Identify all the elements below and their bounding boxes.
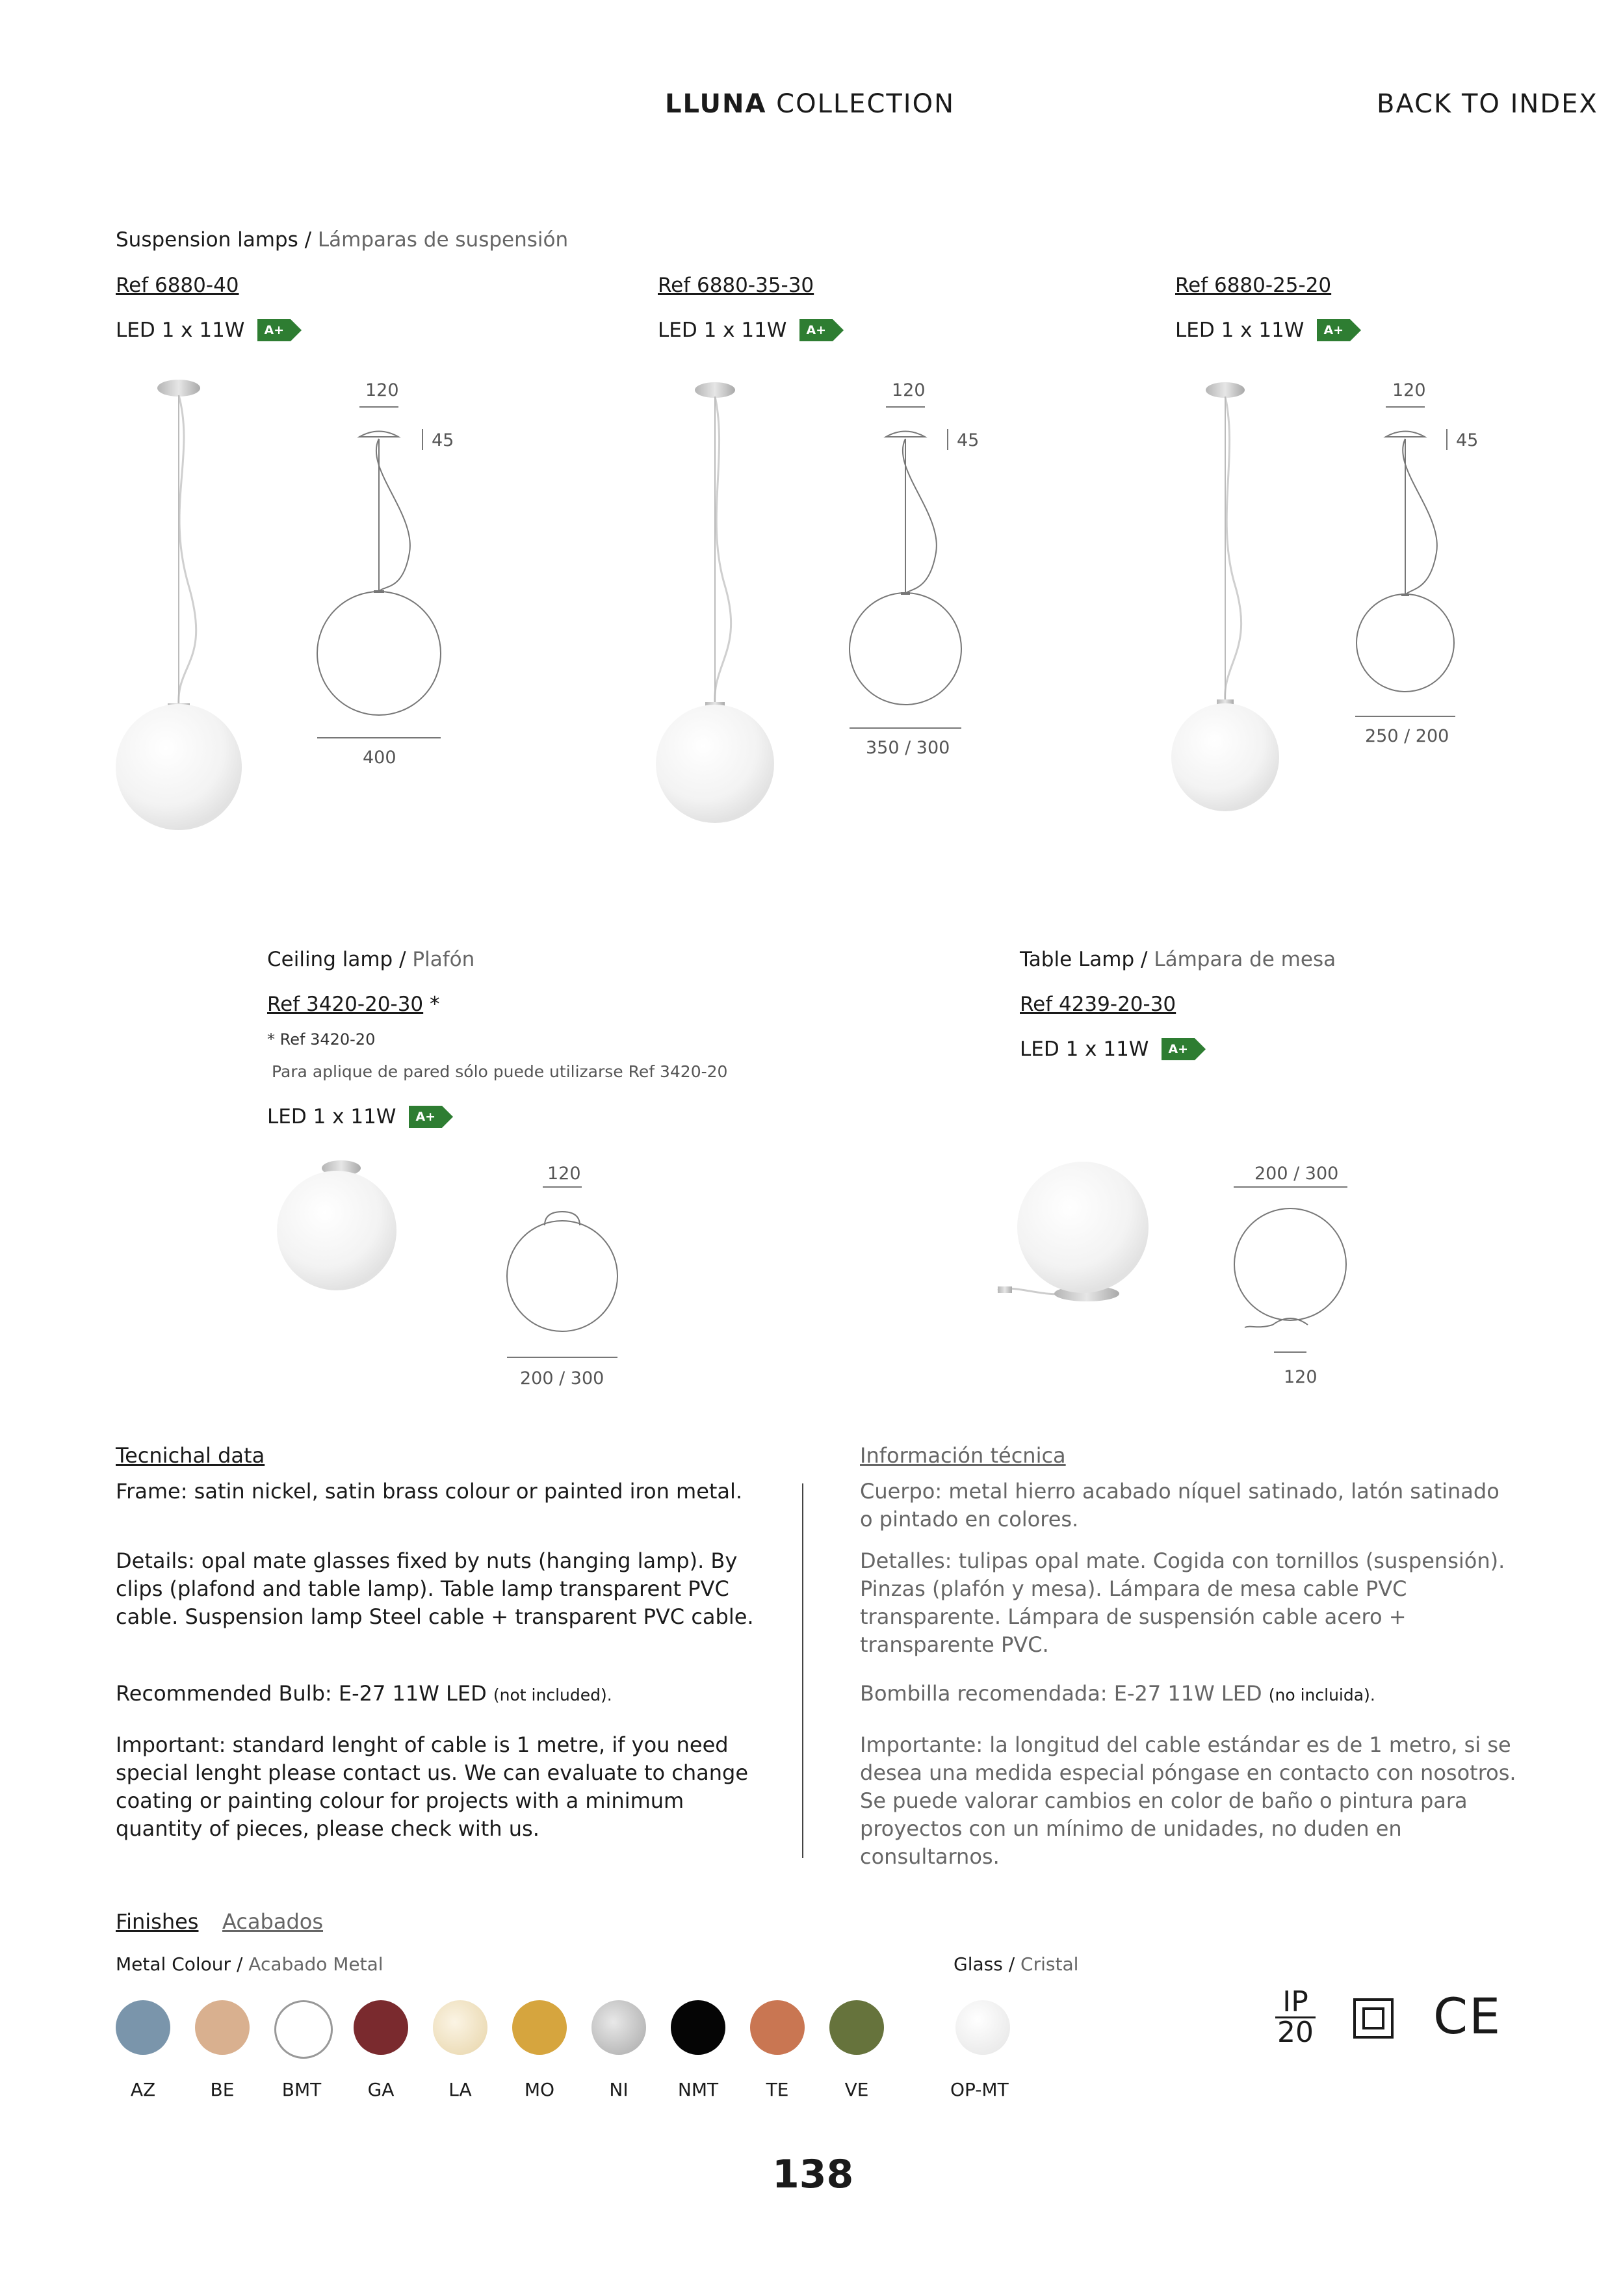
energy-badge: A+ bbox=[799, 319, 833, 341]
dim-width: 250 / 200 bbox=[1365, 726, 1449, 746]
lamp-drawing-ceiling bbox=[507, 1187, 617, 1357]
led-spec: LED 1 x 11W A+ bbox=[267, 1105, 442, 1128]
energy-badge: A+ bbox=[1162, 1038, 1195, 1060]
swatch-label: VE bbox=[844, 2079, 869, 2100]
lamp-drawing-6880-25-20 bbox=[1355, 407, 1455, 716]
energy-badge: A+ bbox=[409, 1106, 442, 1128]
class-ii-icon bbox=[1353, 1998, 1394, 2039]
dim-width: 350 / 300 bbox=[866, 738, 950, 758]
swatch-label: NI bbox=[609, 2079, 629, 2100]
energy-badge: A+ bbox=[257, 319, 291, 341]
lamp-photo-6880-25-20 bbox=[1171, 382, 1279, 811]
swatch-label: LA bbox=[448, 2079, 472, 2100]
product-ref-link[interactable]: Ref 4239-20-30 bbox=[1020, 993, 1176, 1016]
led-spec: LED 1 x 11W A+ bbox=[116, 319, 291, 342]
dim-top: 120 bbox=[1392, 380, 1426, 400]
back-to-index-link[interactable]: BACK TO INDEX bbox=[1377, 89, 1598, 119]
tech-heading-es: Información técnica bbox=[860, 1443, 1066, 1468]
swatch-az[interactable] bbox=[116, 2000, 170, 2055]
energy-badge: A+ bbox=[1317, 319, 1350, 341]
metal-colour-title: Metal Colour / Acabado Metal bbox=[116, 1953, 383, 1975]
swatch-label: GA bbox=[367, 2079, 395, 2100]
lamp-photo-6880-35-30 bbox=[656, 382, 774, 823]
tech-important-es: Importante: la longitud del cable estándar es de 1 metro, si se desea una medida especial póngase en contacto con nosotros. Se puede valorar cambios en color de baño o pintura para proyectos con un mínimo de unidades, no duden en consultarnos. bbox=[860, 1732, 1516, 1869]
swatch-label: TE bbox=[766, 2079, 789, 2100]
tech-details-es: Detalles: tulipas opal mate. Cogida con tornillos (suspensión). Pinzas (plafón y mesa). Lámpara de mesa cable PVC transparente. Lámpara de suspensión cable acero + transparente PVC. bbox=[860, 1548, 1505, 1657]
swatch-label: MO bbox=[524, 2079, 555, 2100]
swatch-ga[interactable] bbox=[354, 2000, 408, 2055]
finishes-heading-es: Acabados bbox=[222, 1909, 324, 1934]
page-number: 138 bbox=[772, 2152, 854, 2197]
product-ref-link[interactable]: Ref 6880-35-30 bbox=[658, 274, 814, 297]
swatch-ve[interactable] bbox=[829, 2000, 884, 2055]
lamp-drawing-table bbox=[1234, 1187, 1347, 1352]
lamp-photo-6880-40 bbox=[116, 380, 242, 830]
led-spec: LED 1 x 11W A+ bbox=[1175, 319, 1350, 342]
finishes-heading-en: Finishes bbox=[116, 1909, 199, 1934]
ceiling-section-title: Ceiling lamp / Plafón bbox=[267, 948, 475, 971]
swatch-nmt[interactable] bbox=[671, 2000, 725, 2055]
swatch-label: BMT bbox=[281, 2079, 322, 2100]
tech-bulb-en: Recommended Bulb: E-27 11W LED (not included). bbox=[116, 1681, 612, 1706]
swatch-label: AZ bbox=[130, 2079, 156, 2100]
dim-base: 120 bbox=[1284, 1367, 1318, 1387]
table-section-title: Table Lamp / Lámpara de mesa bbox=[1020, 948, 1336, 971]
product-ref-link[interactable]: Ref 3420-20-30 bbox=[267, 993, 424, 1016]
dim-top: 200 / 300 bbox=[1254, 1164, 1339, 1184]
tech-details-en: Details: opal mate glasses fixed by nuts (hanging lamp). By clips (plafond and table lamp). Table lamp transparent PVC cable. Suspension lamp Steel cable + transparent PVC cable. bbox=[116, 1548, 754, 1629]
dim-height: 45 bbox=[957, 430, 980, 450]
ceiling-note-text: Para aplique de pared sólo puede utilizarse Ref 3420-20 bbox=[272, 1062, 728, 1081]
swatch-bmt[interactable] bbox=[274, 2000, 333, 2059]
led-spec: LED 1 x 11W A+ bbox=[658, 319, 833, 342]
swatch-label: BE bbox=[210, 2079, 235, 2100]
glass-title: Glass / Cristal bbox=[954, 1953, 1079, 1975]
product-ref-link[interactable]: Ref 6880-40 bbox=[116, 274, 239, 297]
ceiling-note-ref: * Ref 3420-20 bbox=[267, 1030, 376, 1049]
lamp-drawing-6880-40 bbox=[317, 407, 441, 738]
dim-top: 120 bbox=[547, 1164, 581, 1184]
dim-height: 45 bbox=[432, 430, 454, 450]
lamp-photo-table bbox=[998, 1162, 1149, 1301]
ip20-icon: IP 20 bbox=[1275, 1988, 1316, 2047]
suspension-section-title: Suspension lamps / Lámparas de suspensión bbox=[116, 228, 569, 252]
led-spec: LED 1 x 11W A+ bbox=[1020, 1037, 1195, 1061]
lamp-photo-ceiling bbox=[277, 1160, 396, 1290]
product-ref-link[interactable]: Ref 6880-25-20 bbox=[1175, 274, 1332, 297]
swatch-op-mt[interactable] bbox=[955, 2000, 1010, 2055]
collection-title: LLUNA COLLECTION bbox=[665, 89, 955, 119]
lamp-drawing-6880-35-30 bbox=[850, 407, 961, 728]
tech-important-en: Important: standard lenght of cable is 1 metre, if you need special lenght please contact us. We can evaluate to change coating or painting colour for projects with a minimum quantity of pieces, please check with us. bbox=[116, 1732, 749, 1841]
dim-width: 200 / 300 bbox=[520, 1368, 604, 1389]
swatch-mo[interactable] bbox=[512, 2000, 567, 2055]
swatch-label: NMT bbox=[677, 2079, 719, 2100]
tech-bulb-es: Bombilla recomendada: E-27 11W LED (no incluida). bbox=[860, 1681, 1375, 1706]
swatch-be[interactable] bbox=[195, 2000, 250, 2055]
dim-top: 120 bbox=[365, 380, 399, 400]
dim-height: 45 bbox=[1456, 430, 1479, 450]
ceiling-ref: Ref 3420-20-30 * bbox=[267, 993, 440, 1016]
swatch-label: OP-MT bbox=[950, 2079, 1009, 2100]
swatch-te[interactable] bbox=[750, 2000, 805, 2055]
dim-top: 120 bbox=[892, 380, 926, 400]
ce-mark-icon: CE bbox=[1433, 1987, 1502, 2045]
tech-frame-es: Cuerpo: metal hierro acabado níquel satinado, latón satinado o pintado en colores. bbox=[860, 1479, 1500, 1532]
tech-frame-en: Frame: satin nickel, satin brass colour or painted iron metal. bbox=[116, 1479, 743, 1504]
swatch-la[interactable] bbox=[433, 2000, 487, 2055]
dim-width: 400 bbox=[363, 748, 396, 768]
swatch-ni[interactable] bbox=[591, 2000, 646, 2055]
tech-heading-en: Tecnichal data bbox=[116, 1443, 265, 1468]
